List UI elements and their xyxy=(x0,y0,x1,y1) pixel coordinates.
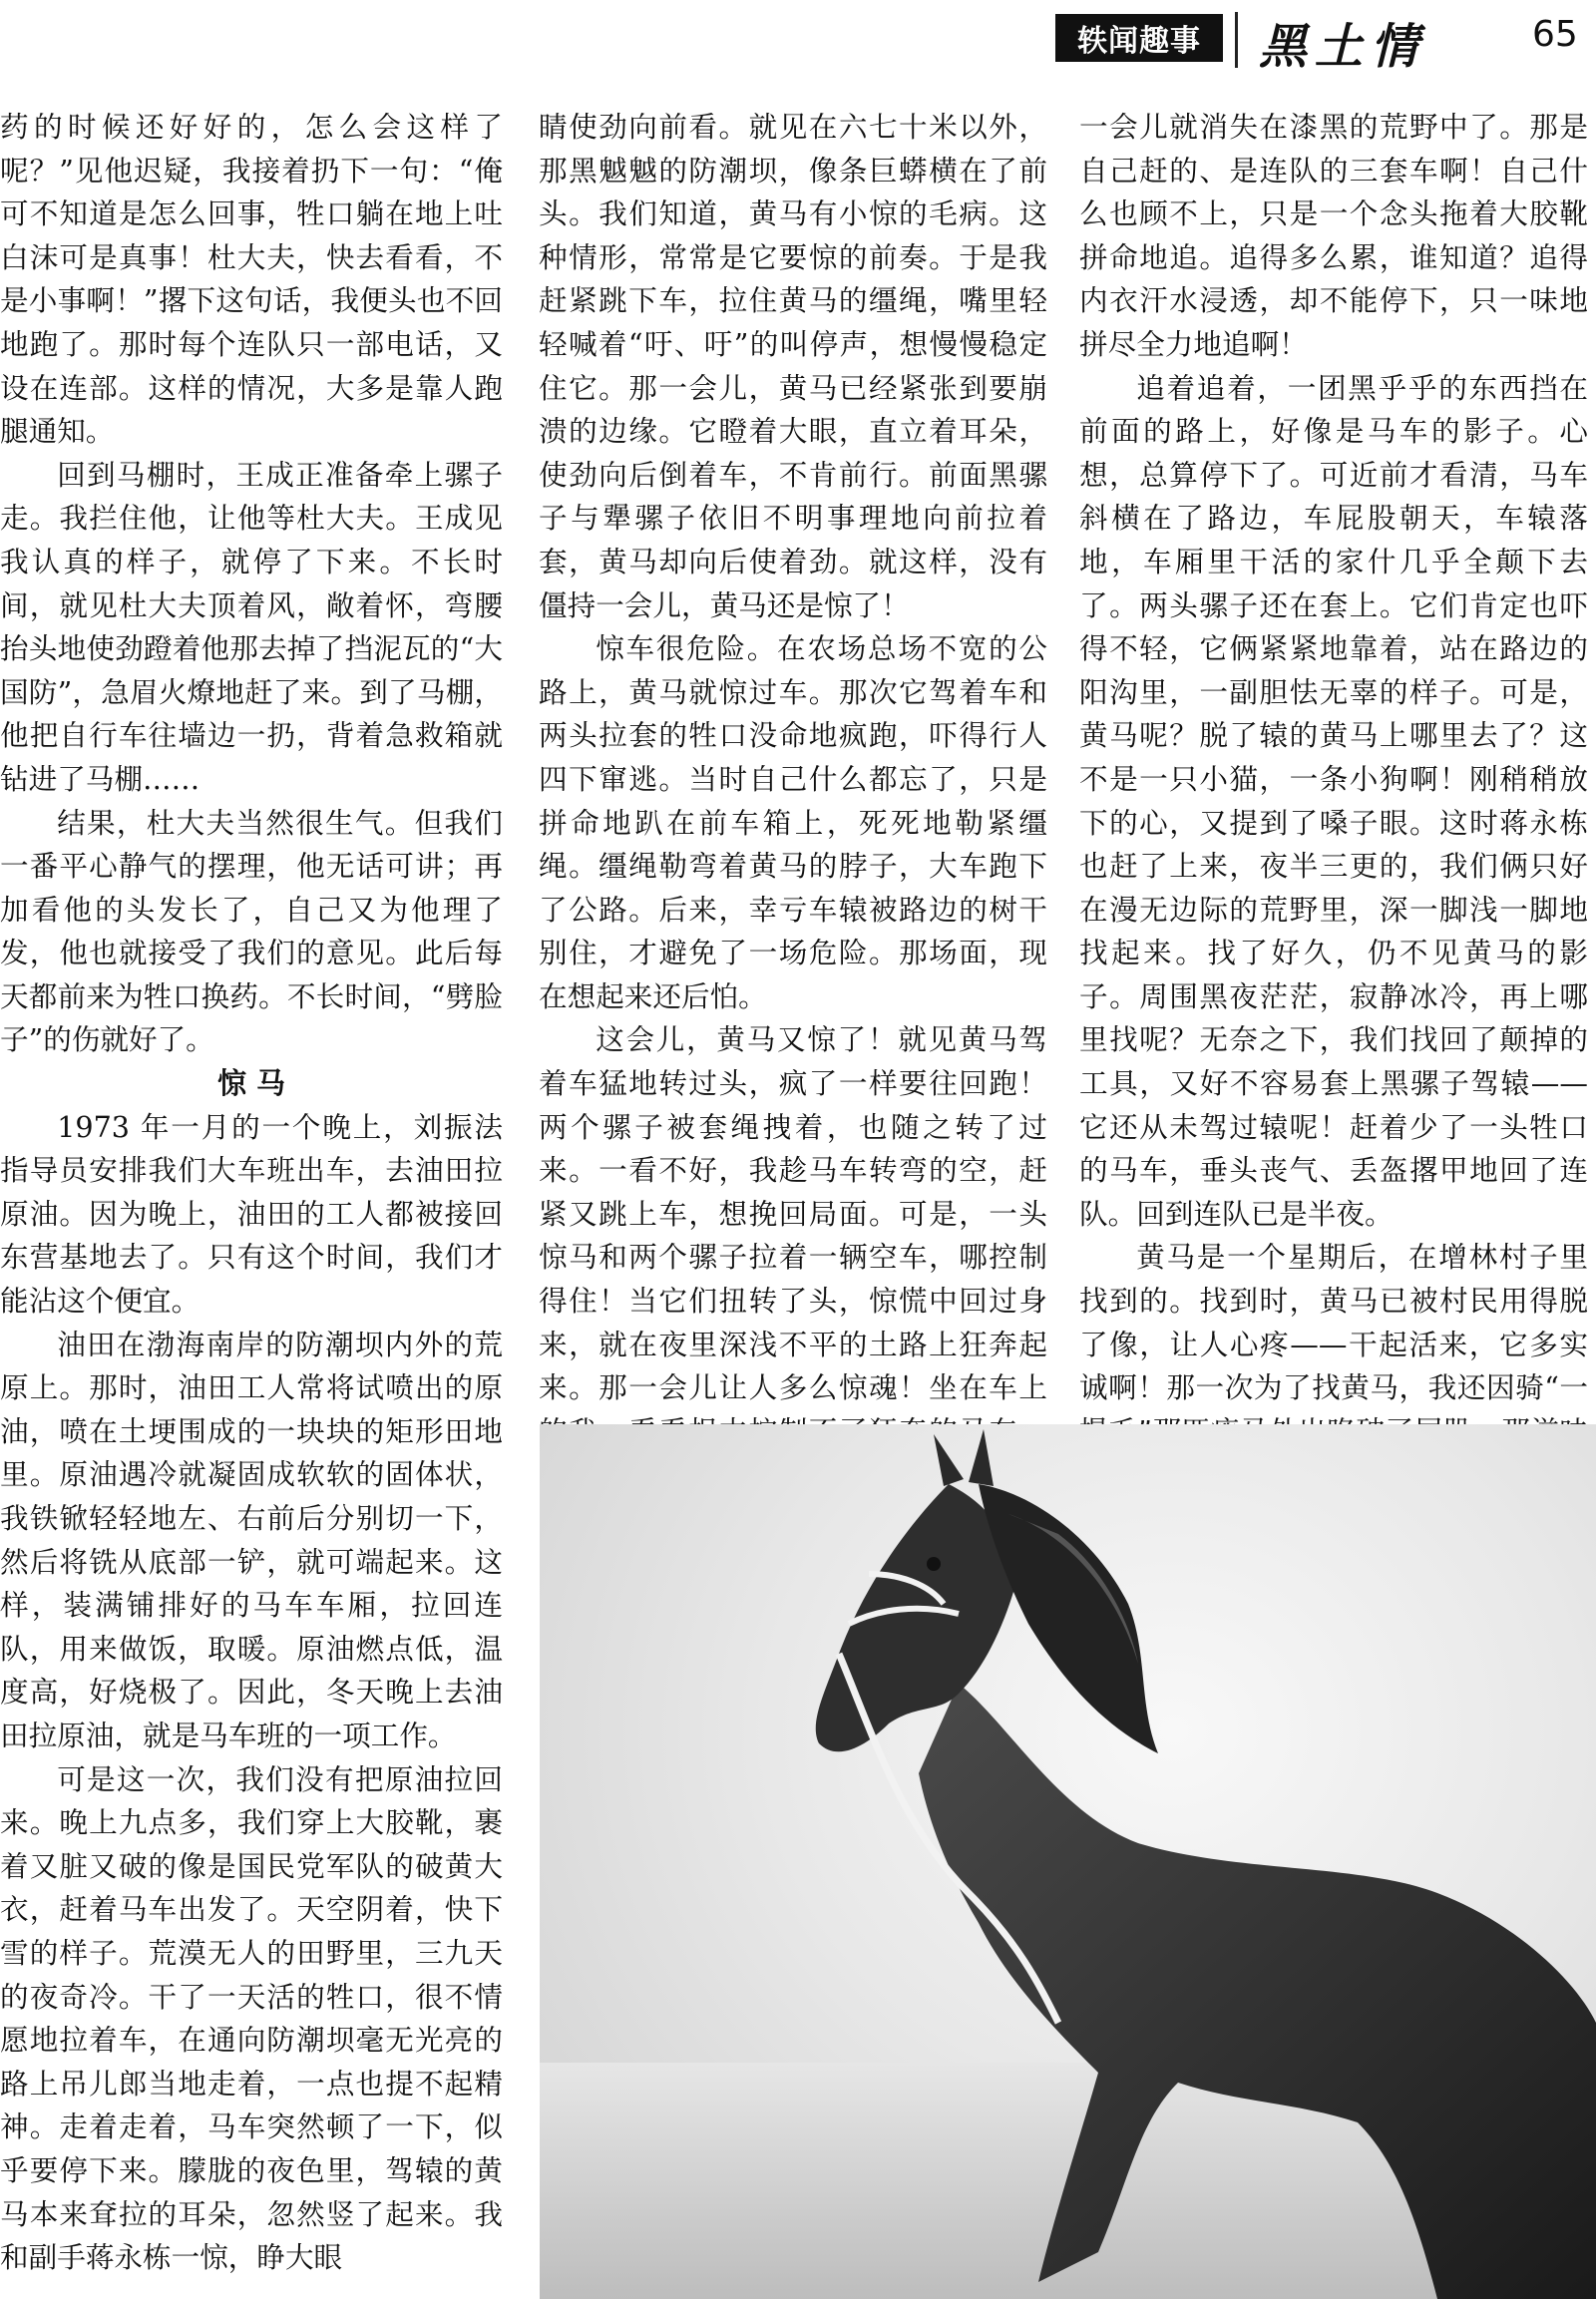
galloping-horse-photo xyxy=(540,1424,1596,2299)
masthead-logo: 黑土情 xyxy=(1259,19,1427,75)
paragraph: 这会儿，黄马又惊了！就见黄马驾着车猛地转过头，疯了一样要往回跑！两个骡子被套绳拽着，也随之转了过来。一看不好，我趁马车转弯的空，赶紧又跳上车，想挽回局面。可是，一头惊马和两个骡子拉着一辆空车，哪控制得住！当它们扭转了头，惊慌中回过身来，就在夜里深浅不平的土路上狂奔起来。那一会儿让人多么惊魂！坐在车上 xyxy=(539,1022,1047,1405)
page-header xyxy=(0,10,1596,75)
paragraph: 一会儿就消失在漆黑的荒野中了。那是自己赶的、是连队的三套车啊！自己什么也顾不上，只是一个念头拖着大胶靴拼命地追。追得多么累，谁知道？追得内衣汗水浸透，却不能停下，只一味地拼尽全力地追啊！ xyxy=(1079,110,1588,361)
paragraph: 黄马是一个星期后，在增林村子里找到的。找到时，黄马已被村民用得脱了像，让人心疼——干起活来，它多实诚啊！那一次为了找黄马，我还因骑“一 xyxy=(1079,1240,1588,1405)
paragraph: 1973 年一月的一个晚上，刘振法指导员安排我们大车班出车，去油田拉原油。因为晚上，油田的工人都被接回东营基地去了。只有这个时间，我们才能沾这个便宜。 xyxy=(0,1109,503,1319)
header-divider xyxy=(1235,12,1238,68)
paragraph: 追着追着，一团黑乎乎的东西挡在前面的路上，好像是马车的影子。心想，总算停下了。可近前才看清，马车斜横在了路边，车屁股朝天，车辕落地，车厢里干活的家什几乎全颠下去了。两头骡子还在套上。它们肯定也吓得不轻，它俩紧紧地靠着，站在路边的阳沟里，一副胆怯无辜的样子。可是，黄马呢？脱了辕的黄马上哪里去了？这不是一只小猫，一条小狗啊！刚稍稍放下的心，又提到了嗓子眼。这时蒋永栋也赶了上来，夜半三更的，我们俩只好在漫无边际的荒野里，深一脚浅一脚地找起来。找了好久，仍不见黄马的影子。周围黑夜茫茫，寂静冰冷，再上哪里找呢？无奈之下，我们找回了颠掉的工具，又好不容易套上黑骡子驾辕——它还从未驾过辕呢！赶着少了一头牲口的马车，垂头丧气、丢盔撂甲地回了连队。回到连队已是半夜。 xyxy=(1079,370,1588,1231)
section-subtitle: 惊 马 xyxy=(216,1066,286,1101)
paragraph: 惊车很危险。在农场总场不宽的公路上，黄马就惊过车。那次它驾着车和两头拉套的牲口没命地疯跑，吓得行人四下窜逃。当时自己什么都忘了，只是拼命地趴在前车箱上，死死地勒紧缰绳。缰绳勒弯着黄马的脖子，大车跑下了公路。后来，幸亏车辕被路边的树干别住，才避免了一场危险。那场面，现在想起来还后怕。 xyxy=(539,631,1047,1013)
section-tag: 轶闻趣事 xyxy=(1055,14,1223,62)
paragraph: 回到马棚时，王成正准备牵上骡子走。我拦住他，让他等杜大夫。王成见我认真的样子，就停了下来。不长时间，就见杜大夫顶着风，敞着怀，弯腰抬头地使劲蹬着他那去掉了挡泥瓦的“大国防”，急眉火燎地赶了来。到了马棚，他把自行车往墙边一扔，背着急救箱就钻进了马棚…… xyxy=(0,457,503,796)
article-column-1 xyxy=(0,106,503,2280)
paragraph: 油田在渤海南岸的防潮坝内外的荒原上。那时，油田工人常将试喷出的原油，喷在土埂围成的一块块的矩形田地里。原油遇冷就凝固成软软的固体状，我铁锨轻轻地左、右前后分别切一下，然后将铣从底部一铲，就可端起来。这样，装满铺排好的马车车厢，拉回连队，用来做饭，取暖。原油燃点低，温度高，好烧极了。因此，冬天晚上去油田拉原油，就是马车班的一项工作。 xyxy=(0,1327,503,1752)
paragraph: 结果，杜大夫当然很生气。但我们一番平心静气的摆理，他无话可讲；再加看他的头发长了，自己又为他理了发，他也就接受了我们的意见。此后每天都前来为牲口换药。不长时间，“劈脸子”的伤就好了。 xyxy=(0,805,503,1057)
horse-illustration xyxy=(540,1424,1596,2299)
paragraph: 药的时候还好好的，怎么会这样了呢？”见他迟疑，我接着扔下一句：“俺可不知道是怎么回事，牲口躺在地上吐白沫可是真事！杜大夫，快去看看，不是小事啊！”撂下这句话，我便头也不回地跑了。那时每个连队只一部电话，又设在连部。这样的情况，大多是靠人跑腿通知。 xyxy=(0,110,503,449)
article-column-2 xyxy=(539,106,1047,1584)
page-number: 65 xyxy=(1532,14,1578,55)
article-column-3 xyxy=(1079,106,1588,1584)
paragraph: 睛使劲向前看。就见在六七十米以外，那黑魆魆的防潮坝，像条巨蟒横在了前头。我们知道，黄马有小惊的毛病。这种情形，常常是它要惊的前奏。于是我赶紧跳下车，拉住黄马的缰绳，嘴里轻轻喊着“吁、吁”的叫停声，想慢慢稳定住它。那一会儿，黄马已经紧张到要崩溃的边缘。它瞪着大眼，直立着耳朵，使劲向后倒着车，不肯前行。前面黑骡子与犟骡子依旧不明事理地向前拉着套，黄马却向后使着劲。就这样，没有僵持一会儿，黄马还是惊了！ xyxy=(539,110,1047,622)
paragraph: 可是这一次，我们没有把原油拉回来。晚上九点多，我们穿上大胶靴，裹着又脏又破的像是国民党军队的破黄大衣，赶着马车出发了。天空阴着，快下雪的样子。荒漠无人的田野里，三九天的夜奇冷。干了一天活的牲口，很不情愿地拉着车，在通向防潮坝毫无光亮的路上吊儿郎当地走着，一点也提不起精神。走着走着，马车突然顿了一下，似乎要停下来。朦胧的夜色里，驾辕的黄马本来耷拉的耳朵，忽然竖了起来。我和副手蒋永栋一惊，睁大眼 xyxy=(0,1761,503,2275)
